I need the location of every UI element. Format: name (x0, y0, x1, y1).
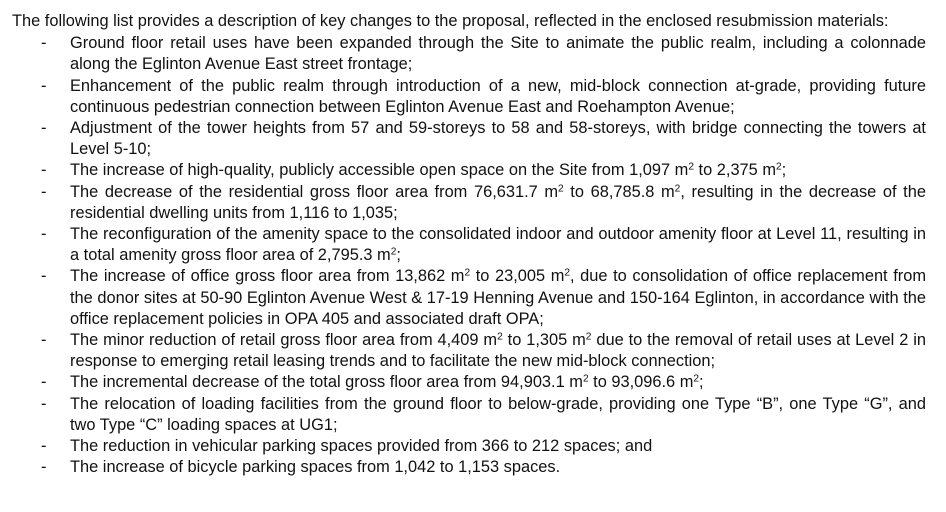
list-item (12, 330, 934, 372)
list-item (12, 457, 934, 478)
list-item-text: The relocation of loading facilities from the ground floor to below-grade, providing one Type “B”, one Type “G”, and two Type “C” loading spaces at UG1; (70, 394, 926, 434)
list-item-text: The incremental decrease of the total gross floor area from 94,903.1 $m^2$ to 93,096.6 $m^2$; (70, 373, 704, 392)
list-item-text: The decrease of the residential gross floor area from 76,631.7 $m^2$ to 68,785.8 $m^2$, resulting in the decrease of the residential dwelling units from 1,116 to 1,035; (70, 182, 926, 222)
bullet-dash: - (41, 267, 47, 286)
bullet-dash: - (41, 394, 47, 413)
list-item-text: Ground floor retail uses have been expanded through the Site to animate the public realm, including a colonnade along the Eglinton Avenue East street frontage; (70, 34, 926, 74)
intro-paragraph: The following list provides a description of key changes to the proposal, reflected in the enclosed resubmission materials: (12, 12, 889, 30)
bullet-dash: - (41, 76, 47, 95)
bullet-dash: - (41, 182, 47, 201)
list-item (12, 182, 934, 224)
list-item-text: The reconfiguration of the amenity space to the consolidated indoor and outdoor amenity floor at Level 11, resulting in a total amenity gross floor area of 2,795.3 $m^2$; (70, 225, 926, 265)
bullet-dash: - (41, 119, 47, 138)
bullet-dash: - (41, 458, 47, 477)
bullet-dash: - (41, 225, 47, 244)
list-item-text: Enhancement of the public realm through introduction of a new, mid-block connection at-grade, providing future continuous pedestrian connection between Eglinton Avenue East and Roehampton Avenue; (70, 76, 926, 116)
bullet-dash: - (41, 437, 47, 456)
list-item-text: The increase of office gross floor area from 13,862 $m^2$ to 23,005 $m^2$, due to consolidation of office replacement from the donor sites at 50-90 Eglinton Avenue West & 17-19 Henning Avenue and 150-164 Eglinton, in accordance with the office replacement policies in OPA 405 and associated draft OPA; (70, 267, 926, 328)
list-item (12, 394, 934, 436)
list-item (12, 76, 934, 118)
list-item (12, 160, 934, 181)
bullet-dash: - (41, 373, 47, 392)
list-item (12, 33, 934, 75)
list-item (12, 372, 934, 393)
bullet-dash: - (41, 161, 47, 180)
list-item-text: The increase of high-quality, publicly accessible open space on the Site from 1,097 $m^2$ to 2,375 $m^2$; (70, 161, 787, 180)
key-changes-list (12, 33, 934, 478)
bullet-dash: - (41, 331, 47, 350)
list-item-text: The reduction in vehicular parking spaces provided from 366 to 212 spaces; and (70, 437, 653, 456)
list-item (12, 118, 934, 160)
list-item (12, 266, 934, 330)
list-item-text: Adjustment of the tower heights from 57 and 59-storeys to 58 and 58-storeys, with bridge connecting the towers at Level 5-10; (70, 119, 926, 159)
list-item (12, 436, 934, 457)
list-item (12, 224, 934, 266)
bullet-dash: - (41, 34, 47, 53)
list-item-text: The minor reduction of retail gross floor area from 4,409 $m^2$ to 1,305 $m^2$ due to the removal of retail uses at Level 2 in response to emerging retail leasing trends and to facilitate the new mid-block connection; (70, 331, 926, 371)
list-item-text: The increase of bicycle parking spaces from 1,042 to 1,153 spaces. (70, 458, 561, 477)
